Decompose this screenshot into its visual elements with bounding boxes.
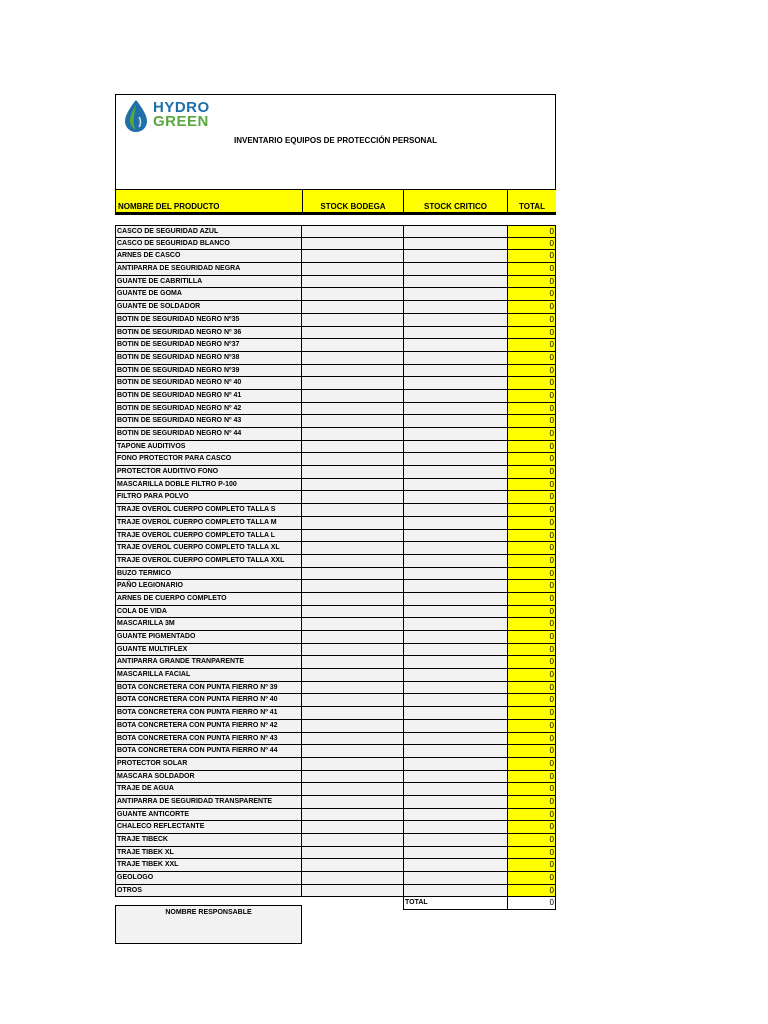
- table-row: [0, 415, 560, 428]
- table-row: [0, 491, 560, 504]
- product-name-cell[interactable]: BOTIN DE SEGURIDAD NEGRO Nº 40: [115, 377, 302, 390]
- table-row: [0, 707, 560, 720]
- table-row: [0, 834, 560, 847]
- stock-bodega-cell[interactable]: [301, 847, 404, 860]
- table-row: [0, 809, 560, 822]
- stock-bodega-cell[interactable]: [301, 593, 404, 606]
- total-cell[interactable]: 0: [507, 885, 556, 898]
- total-cell[interactable]: 0: [507, 733, 556, 746]
- stock-critico-cell[interactable]: [403, 415, 508, 428]
- stock-critico-cell[interactable]: [403, 669, 508, 682]
- total-cell[interactable]: 0: [507, 415, 556, 428]
- total-cell[interactable]: 0: [507, 593, 556, 606]
- stock-bodega-cell[interactable]: [301, 301, 404, 314]
- table-row: [0, 631, 560, 644]
- brand-line-1: HYDRO: [153, 99, 210, 116]
- table-row: [0, 593, 560, 606]
- stock-critico-cell[interactable]: [403, 250, 508, 263]
- product-name-cell[interactable]: GEOLOGO: [115, 872, 302, 885]
- stock-bodega-cell[interactable]: [301, 631, 404, 644]
- stock-bodega-cell[interactable]: [301, 479, 404, 492]
- product-name-cell[interactable]: COLA DE VIDA: [115, 606, 302, 619]
- total-cell[interactable]: 0: [507, 250, 556, 263]
- stock-critico-cell[interactable]: [403, 530, 508, 543]
- product-name-cell[interactable]: PROTECTOR AUDITIVO FONO: [115, 466, 302, 479]
- stock-critico-cell[interactable]: [403, 491, 508, 504]
- stock-critico-cell[interactable]: [403, 276, 508, 289]
- table-row: [0, 365, 560, 378]
- total-cell[interactable]: 0: [507, 771, 556, 784]
- stock-critico-cell[interactable]: [403, 859, 508, 872]
- total-cell[interactable]: 0: [507, 288, 556, 301]
- stock-critico-cell[interactable]: [403, 606, 508, 619]
- table-row: [0, 885, 560, 898]
- stock-critico-cell[interactable]: [403, 301, 508, 314]
- stock-critico-cell[interactable]: [403, 644, 508, 657]
- product-name-cell[interactable]: BOTA CONCRETERA CON PUNTA FIERRO Nº 43: [115, 733, 302, 746]
- stock-bodega-cell[interactable]: [301, 809, 404, 822]
- table-row: [0, 783, 560, 796]
- stock-critico-cell[interactable]: [403, 339, 508, 352]
- total-cell[interactable]: 0: [507, 758, 556, 771]
- product-name-cell[interactable]: BOTIN DE SEGURIDAD NEGRO Nº 44: [115, 428, 302, 441]
- product-name-cell[interactable]: MASCARILLA FACIAL: [115, 669, 302, 682]
- column-header-stock-critico: STOCK CRITICO: [404, 189, 508, 214]
- stock-critico-cell[interactable]: [403, 593, 508, 606]
- total-cell[interactable]: 0: [507, 428, 556, 441]
- stock-critico-cell[interactable]: [403, 238, 508, 251]
- product-name-cell[interactable]: PAÑO LEGIONARIO: [115, 580, 302, 593]
- product-name-cell[interactable]: FILTRO PARA POLVO: [115, 491, 302, 504]
- table-row: [0, 733, 560, 746]
- table-row: [0, 530, 560, 543]
- total-cell[interactable]: 0: [507, 466, 556, 479]
- product-name-cell[interactable]: BUZO TERMICO: [115, 568, 302, 581]
- stock-bodega-cell[interactable]: [301, 656, 404, 669]
- stock-bodega-cell[interactable]: [301, 491, 404, 504]
- total-cell[interactable]: 0: [507, 327, 556, 340]
- stock-critico-cell[interactable]: [403, 327, 508, 340]
- stock-critico-cell[interactable]: [403, 783, 508, 796]
- stock-bodega-cell[interactable]: [301, 771, 404, 784]
- product-name-cell[interactable]: TRAJE TIBEK XL: [115, 847, 302, 860]
- stock-bodega-cell[interactable]: [301, 720, 404, 733]
- product-name-cell[interactable]: TRAJE OVEROL CUERPO COMPLETO TALLA XXL: [115, 555, 302, 568]
- stock-critico-cell[interactable]: [403, 517, 508, 530]
- total-cell[interactable]: 0: [507, 530, 556, 543]
- stock-critico-cell[interactable]: [403, 453, 508, 466]
- stock-critico-cell[interactable]: [403, 631, 508, 644]
- product-name-cell[interactable]: ANTIPARRA DE SEGURIDAD NEGRA: [115, 263, 302, 276]
- total-cell[interactable]: 0: [507, 263, 556, 276]
- table-row: [0, 263, 560, 276]
- table-row: [0, 504, 560, 517]
- stock-bodega-cell[interactable]: [301, 821, 404, 834]
- stock-critico-cell[interactable]: [403, 720, 508, 733]
- table-row: [0, 479, 560, 492]
- table-row: [0, 656, 560, 669]
- table-row: [0, 225, 560, 238]
- table-row: [0, 314, 560, 327]
- stock-bodega-cell[interactable]: [301, 365, 404, 378]
- stock-bodega-cell[interactable]: [301, 707, 404, 720]
- product-name-cell[interactable]: TRAJE OVEROL CUERPO COMPLETO TALLA XL: [115, 542, 302, 555]
- product-name-cell[interactable]: BOTIN DE SEGURIDAD NEGRO Nº39: [115, 365, 302, 378]
- total-cell[interactable]: 0: [507, 517, 556, 530]
- total-cell[interactable]: 0: [507, 580, 556, 593]
- stock-bodega-cell[interactable]: [301, 859, 404, 872]
- total-cell[interactable]: 0: [507, 441, 556, 454]
- total-cell[interactable]: 0: [507, 745, 556, 758]
- stock-bodega-cell[interactable]: [301, 834, 404, 847]
- product-name-cell[interactable]: MASCARILLA 3M: [115, 618, 302, 631]
- product-name-cell[interactable]: BOTIN DE SEGURIDAD NEGRO Nº38: [115, 352, 302, 365]
- stock-critico-cell[interactable]: [403, 314, 508, 327]
- product-name-cell[interactable]: PROTECTOR SOLAR: [115, 758, 302, 771]
- stock-bodega-cell[interactable]: [301, 453, 404, 466]
- product-name-cell[interactable]: ARNES DE CASCO: [115, 250, 302, 263]
- table-row: [0, 796, 560, 809]
- stock-bodega-cell[interactable]: [301, 276, 404, 289]
- table-row: [0, 821, 560, 834]
- stock-critico-cell[interactable]: [403, 745, 508, 758]
- total-cell[interactable]: 0: [507, 682, 556, 695]
- product-name-cell[interactable]: BOTIN DE SEGURIDAD NEGRO Nº 43: [115, 415, 302, 428]
- table-row: [0, 428, 560, 441]
- total-cell[interactable]: 0: [507, 276, 556, 289]
- stock-bodega-cell[interactable]: [301, 555, 404, 568]
- table-row: [0, 847, 560, 860]
- total-cell[interactable]: 0: [507, 555, 556, 568]
- stock-bodega-cell[interactable]: [301, 872, 404, 885]
- stock-bodega-cell[interactable]: [301, 263, 404, 276]
- stock-bodega-cell[interactable]: [301, 441, 404, 454]
- brand-line-2: GREEN: [153, 113, 209, 130]
- total-cell[interactable]: 0: [507, 859, 556, 872]
- sheet-header: [115, 94, 556, 215]
- stock-critico-cell[interactable]: [403, 885, 508, 898]
- table-row: [0, 542, 560, 555]
- company-logo: [123, 99, 223, 133]
- stock-bodega-cell[interactable]: [301, 415, 404, 428]
- stock-bodega-cell[interactable]: [301, 745, 404, 758]
- total-cell[interactable]: 0: [507, 491, 556, 504]
- table-row: [0, 403, 560, 416]
- total-cell[interactable]: 0: [507, 314, 556, 327]
- table-row: [0, 568, 560, 581]
- stock-bodega-cell[interactable]: [301, 885, 404, 898]
- stock-bodega-cell[interactable]: [301, 580, 404, 593]
- stock-critico-cell[interactable]: [403, 733, 508, 746]
- total-cell[interactable]: 0: [507, 453, 556, 466]
- total-cell[interactable]: 0: [507, 568, 556, 581]
- table-row: [0, 682, 560, 695]
- stock-critico-cell[interactable]: [403, 377, 508, 390]
- product-name-cell[interactable]: CASCO DE SEGURIDAD BLANCO: [115, 238, 302, 251]
- stock-critico-cell[interactable]: [403, 809, 508, 822]
- product-name-cell[interactable]: BOTIN DE SEGURIDAD NEGRO Nº37: [115, 339, 302, 352]
- stock-critico-cell[interactable]: [403, 352, 508, 365]
- total-cell[interactable]: 0: [507, 542, 556, 555]
- stock-bodega-cell[interactable]: [301, 758, 404, 771]
- product-name-cell[interactable]: TRAJE OVEROL CUERPO COMPLETO TALLA L: [115, 530, 302, 543]
- total-cell[interactable]: 0: [507, 339, 556, 352]
- table-row: [0, 441, 560, 454]
- table-row: [0, 606, 560, 619]
- product-name-cell[interactable]: TRAJE OVEROL CUERPO COMPLETO TALLA S: [115, 504, 302, 517]
- product-name-cell[interactable]: BOTIN DE SEGURIDAD NEGRO Nº35: [115, 314, 302, 327]
- stock-critico-cell[interactable]: [403, 466, 508, 479]
- total-cell[interactable]: 0: [507, 669, 556, 682]
- stock-bodega-cell[interactable]: [301, 466, 404, 479]
- total-cell[interactable]: 0: [507, 377, 556, 390]
- stock-bodega-cell[interactable]: [301, 682, 404, 695]
- product-name-cell[interactable]: MASCARA SOLDADOR: [115, 771, 302, 784]
- product-name-cell[interactable]: FONO PROTECTOR PARA CASCO: [115, 453, 302, 466]
- stock-critico-cell[interactable]: [403, 656, 508, 669]
- stock-bodega-cell[interactable]: [301, 517, 404, 530]
- stock-bodega-cell[interactable]: [301, 694, 404, 707]
- total-cell[interactable]: 0: [507, 644, 556, 657]
- stock-bodega-cell[interactable]: [301, 288, 404, 301]
- product-name-cell[interactable]: TAPONE AUDITIVOS: [115, 441, 302, 454]
- product-name-cell[interactable]: BOTA CONCRETERA CON PUNTA FIERRO Nº 42: [115, 720, 302, 733]
- product-name-cell[interactable]: BOTIN DE SEGURIDAD NEGRO Nº 41: [115, 390, 302, 403]
- stock-bodega-cell[interactable]: [301, 377, 404, 390]
- table-row: [0, 517, 560, 530]
- stock-critico-cell[interactable]: [403, 758, 508, 771]
- total-cell[interactable]: 0: [507, 390, 556, 403]
- column-header-total: TOTAL: [508, 189, 556, 214]
- stock-critico-cell[interactable]: [403, 441, 508, 454]
- total-cell[interactable]: 0: [507, 821, 556, 834]
- stock-critico-cell[interactable]: [403, 834, 508, 847]
- stock-critico-cell[interactable]: [403, 682, 508, 695]
- stock-bodega-cell[interactable]: [301, 428, 404, 441]
- product-name-cell[interactable]: GUANTE DE CABRITILLA: [115, 276, 302, 289]
- product-name-cell[interactable]: ANTIPARRA GRANDE TRANPARENTE: [115, 656, 302, 669]
- stock-bodega-cell[interactable]: [301, 352, 404, 365]
- total-cell[interactable]: 0: [507, 238, 556, 251]
- table-row: [0, 555, 560, 568]
- table-row: [0, 327, 560, 340]
- product-name-cell[interactable]: GUANTE DE GOMA: [115, 288, 302, 301]
- stock-bodega-cell[interactable]: [301, 530, 404, 543]
- product-name-cell[interactable]: OTROS: [115, 885, 302, 898]
- stock-bodega-cell[interactable]: [301, 339, 404, 352]
- product-name-cell[interactable]: CHALECO REFLECTANTE: [115, 821, 302, 834]
- table-row: [0, 453, 560, 466]
- total-cell[interactable]: 0: [507, 796, 556, 809]
- stock-bodega-cell[interactable]: [301, 796, 404, 809]
- total-cell[interactable]: 0: [507, 479, 556, 492]
- table-row: [0, 301, 560, 314]
- total-cell[interactable]: 0: [507, 618, 556, 631]
- total-cell[interactable]: 0: [507, 720, 556, 733]
- product-name-cell[interactable]: TRAJE TIBEK XXL: [115, 859, 302, 872]
- total-cell[interactable]: 0: [507, 656, 556, 669]
- table-row: [0, 669, 560, 682]
- stock-bodega-cell[interactable]: [301, 669, 404, 682]
- stock-bodega-cell[interactable]: [301, 504, 404, 517]
- table-row: [0, 694, 560, 707]
- product-name-cell[interactable]: BOTIN DE SEGURIDAD NEGRO Nº 42: [115, 403, 302, 416]
- stock-critico-cell[interactable]: [403, 796, 508, 809]
- total-cell[interactable]: 0: [507, 403, 556, 416]
- total-cell[interactable]: 0: [507, 809, 556, 822]
- table-row: [0, 720, 560, 733]
- total-cell[interactable]: 0: [507, 631, 556, 644]
- stock-critico-cell[interactable]: [403, 225, 508, 238]
- table-row: [0, 352, 560, 365]
- stock-bodega-cell[interactable]: [301, 644, 404, 657]
- total-cell[interactable]: 0: [507, 694, 556, 707]
- product-name-cell[interactable]: BOTA CONCRETERA CON PUNTA FIERRO Nº 41: [115, 707, 302, 720]
- product-name-cell[interactable]: ARNES DE CUERPO COMPLETO: [115, 593, 302, 606]
- total-cell[interactable]: 0: [507, 606, 556, 619]
- stock-critico-cell[interactable]: [403, 580, 508, 593]
- stock-bodega-cell[interactable]: [301, 238, 404, 251]
- stock-bodega-cell[interactable]: [301, 403, 404, 416]
- stock-critico-cell[interactable]: [403, 288, 508, 301]
- product-name-cell[interactable]: GUANTE DE SOLDADOR: [115, 301, 302, 314]
- stock-critico-cell[interactable]: [403, 365, 508, 378]
- stock-critico-cell[interactable]: [403, 403, 508, 416]
- table-row: [0, 276, 560, 289]
- stock-bodega-cell[interactable]: [301, 314, 404, 327]
- table-row: [0, 390, 560, 403]
- product-name-cell[interactable]: BOTA CONCRETERA CON PUNTA FIERRO Nº 40: [115, 694, 302, 707]
- stock-critico-cell[interactable]: [403, 479, 508, 492]
- stock-bodega-cell[interactable]: [301, 568, 404, 581]
- inventory-table: [0, 225, 560, 910]
- product-name-cell[interactable]: GUANTE MULTIFLEX: [115, 644, 302, 657]
- stock-bodega-cell[interactable]: [301, 327, 404, 340]
- product-name-cell[interactable]: TRAJE DE AGUA: [115, 783, 302, 796]
- table-row: [0, 745, 560, 758]
- table-row: [0, 250, 560, 263]
- total-cell[interactable]: 0: [507, 225, 556, 238]
- stock-bodega-cell[interactable]: [301, 542, 404, 555]
- stock-critico-cell[interactable]: [403, 390, 508, 403]
- grand-total-value[interactable]: 0: [507, 897, 556, 910]
- table-row: [0, 859, 560, 872]
- stock-critico-cell[interactable]: [403, 568, 508, 581]
- total-cell[interactable]: 0: [507, 847, 556, 860]
- document-title: INVENTARIO EQUIPOS DE PROTECCIÓN PERSONAL: [234, 136, 437, 145]
- stock-bodega-cell[interactable]: [301, 390, 404, 403]
- table-row: [0, 238, 560, 251]
- stock-bodega-cell[interactable]: [301, 618, 404, 631]
- stock-critico-cell[interactable]: [403, 618, 508, 631]
- column-header-name: NOMBRE DEL PRODUCTO: [116, 189, 303, 214]
- stock-critico-cell[interactable]: [403, 707, 508, 720]
- table-row: [0, 339, 560, 352]
- product-name-cell[interactable]: GUANTE PIGMENTADO: [115, 631, 302, 644]
- stock-critico-cell[interactable]: [403, 872, 508, 885]
- stock-bodega-cell[interactable]: [301, 250, 404, 263]
- table-row: [0, 466, 560, 479]
- stock-critico-cell[interactable]: [403, 428, 508, 441]
- grand-total-label: TOTAL: [403, 897, 508, 910]
- stock-bodega-cell[interactable]: [301, 733, 404, 746]
- product-name-cell[interactable]: GUANTE ANTICORTE: [115, 809, 302, 822]
- stock-critico-cell[interactable]: [403, 504, 508, 517]
- stock-critico-cell[interactable]: [403, 263, 508, 276]
- water-drop-icon: [123, 99, 149, 133]
- total-cell[interactable]: 0: [507, 783, 556, 796]
- table-row: [0, 758, 560, 771]
- stock-bodega-cell[interactable]: [301, 783, 404, 796]
- stock-critico-cell[interactable]: [403, 847, 508, 860]
- column-header-stock-bodega: STOCK BODEGA: [303, 189, 404, 214]
- stock-bodega-cell[interactable]: [301, 606, 404, 619]
- product-name-cell[interactable]: BOTA CONCRETERA CON PUNTA FIERRO Nº 44: [115, 745, 302, 758]
- total-cell[interactable]: 0: [507, 352, 556, 365]
- table-row: [0, 288, 560, 301]
- product-name-cell[interactable]: TRAJE OVEROL CUERPO COMPLETO TALLA M: [115, 517, 302, 530]
- total-cell[interactable]: 0: [507, 365, 556, 378]
- table-row: [0, 618, 560, 631]
- product-name-cell[interactable]: BOTA CONCRETERA CON PUNTA FIERRO Nº 39: [115, 682, 302, 695]
- stock-critico-cell[interactable]: [403, 771, 508, 784]
- stock-critico-cell[interactable]: [403, 542, 508, 555]
- table-row: [0, 644, 560, 657]
- table-row: [0, 377, 560, 390]
- product-name-cell[interactable]: TRAJE TIBECK: [115, 834, 302, 847]
- product-name-cell[interactable]: MASCARILLA DOBLE FILTRO P-100: [115, 479, 302, 492]
- table-row: [0, 580, 560, 593]
- product-name-cell[interactable]: CASCO DE SEGURIDAD AZUL: [115, 225, 302, 238]
- stock-critico-cell[interactable]: [403, 694, 508, 707]
- total-cell[interactable]: 0: [507, 707, 556, 720]
- stock-bodega-cell[interactable]: [301, 225, 404, 238]
- total-cell[interactable]: 0: [507, 834, 556, 847]
- total-cell[interactable]: 0: [507, 301, 556, 314]
- product-name-cell[interactable]: ANTIPARRA DE SEGURIDAD TRANSPARENTE: [115, 796, 302, 809]
- product-name-cell[interactable]: BOTIN DE SEGURIDAD NEGRO Nº 36: [115, 327, 302, 340]
- responsible-label: NOMBRE RESPONSABLE: [165, 909, 252, 916]
- stock-critico-cell[interactable]: [403, 821, 508, 834]
- table-row: [0, 771, 560, 784]
- stock-critico-cell[interactable]: [403, 555, 508, 568]
- table-row: [0, 872, 560, 885]
- total-cell[interactable]: 0: [507, 872, 556, 885]
- total-cell[interactable]: 0: [507, 504, 556, 517]
- responsible-name-box[interactable]: [115, 905, 302, 944]
